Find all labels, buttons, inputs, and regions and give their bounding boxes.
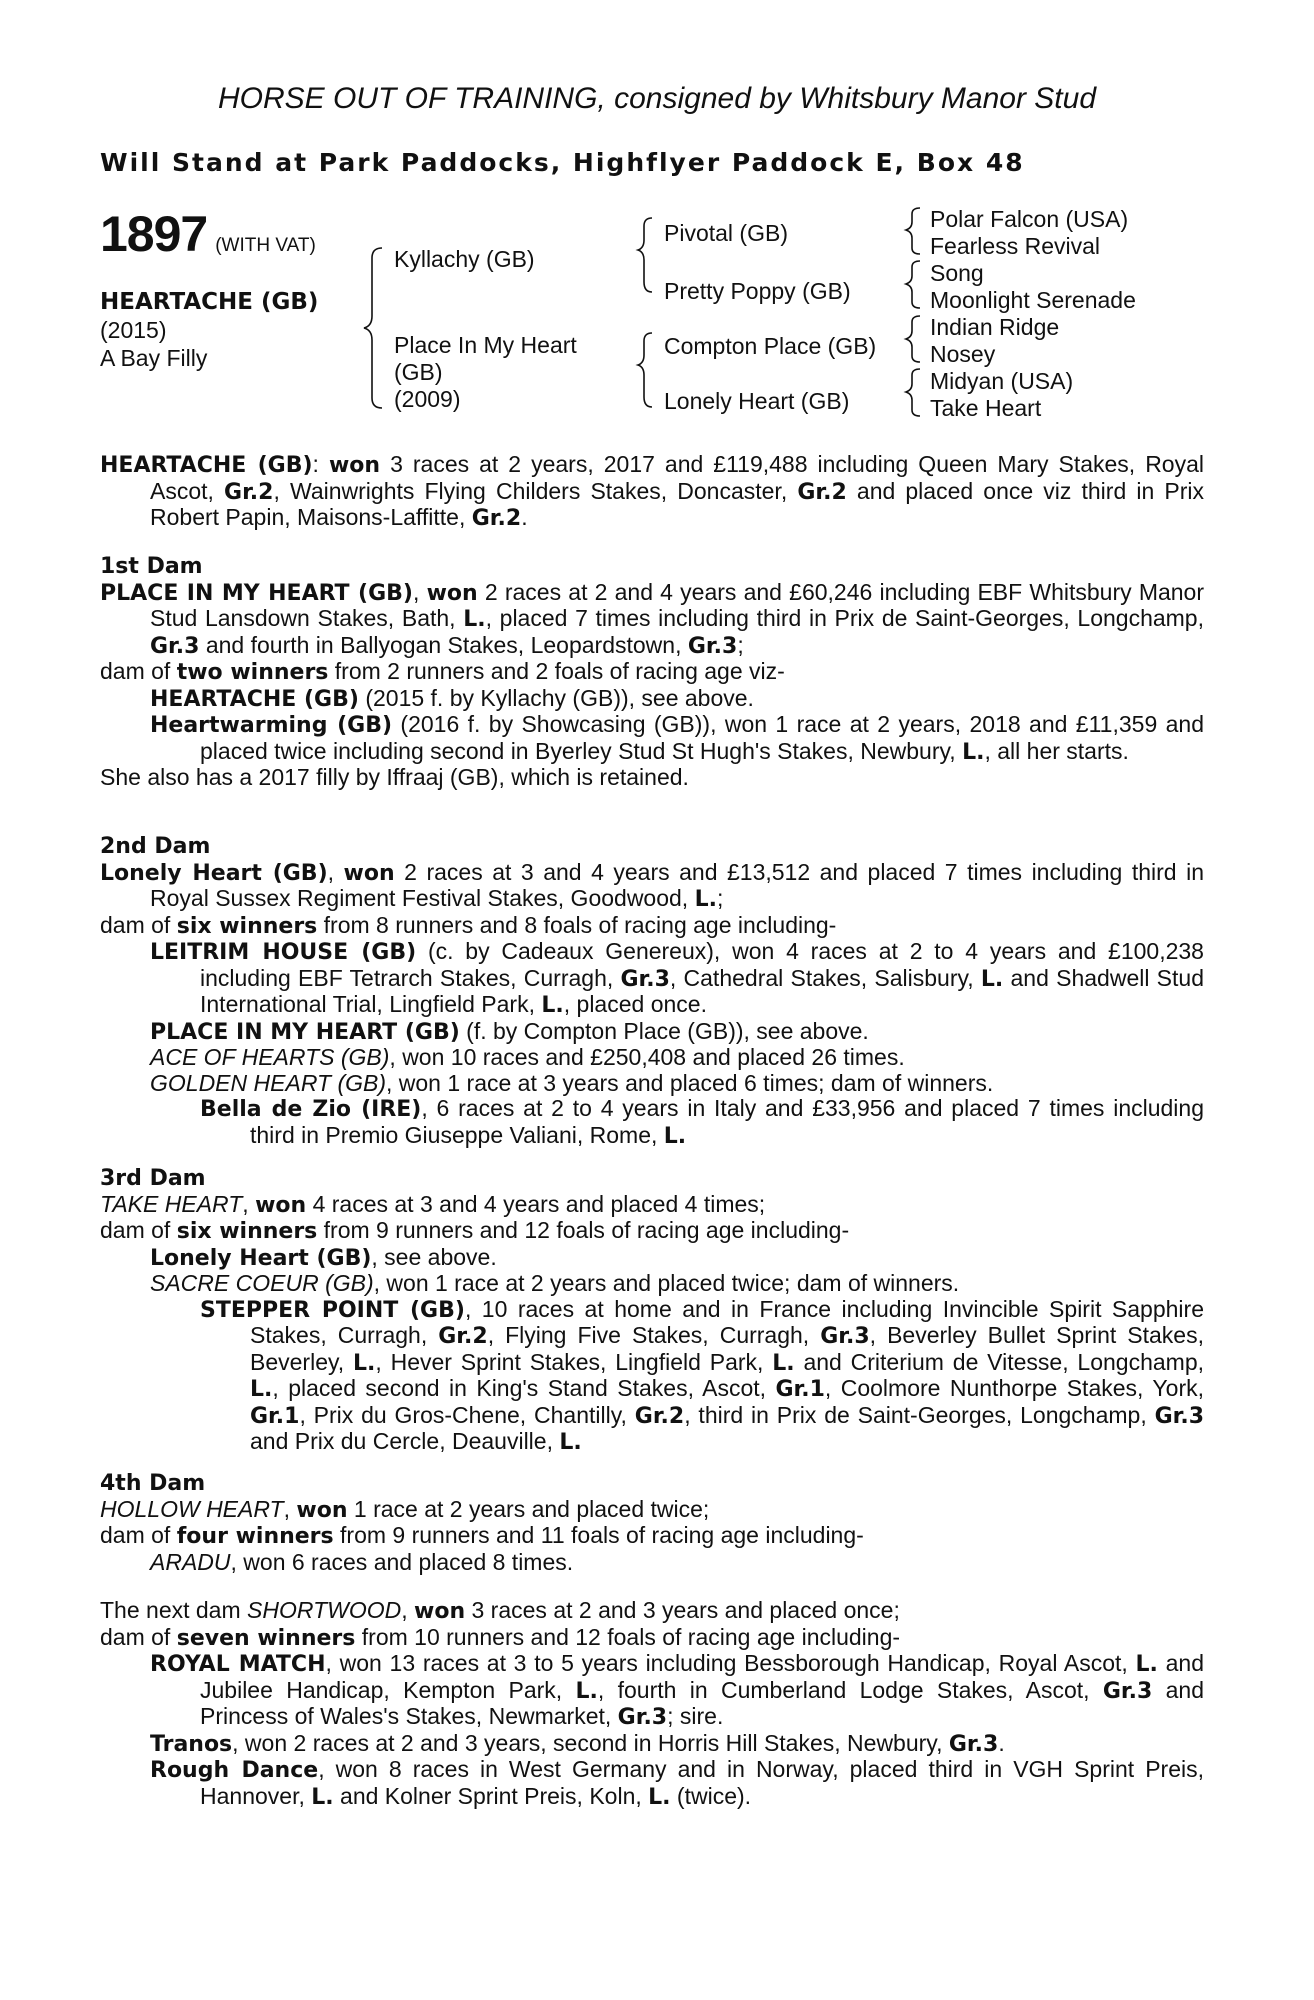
pedigree-g6: Nosey (930, 341, 996, 367)
pedigree-dam-year: (2009) (394, 386, 461, 412)
section-heading: 1st Dam (100, 554, 203, 579)
vat-note: (WITH VAT) (215, 235, 316, 256)
pedigree-dam-sire: Compton Place (GB) (664, 333, 877, 359)
summary-paragraph: HEARTACHE (GB): won 3 races at 2 years, 2017 and £119,488 including Queen Mary Stakes, Royal Ascot, Gr.2, Wainwrights Flying Childers Stakes, Doncaster, Gr.2 and placed once viz third in Prix Robert Papin, Maisons-Laffitte, Gr.2. (100, 451, 1205, 531)
section-heading: 3rd Dam (100, 1166, 206, 1191)
produce-summary: dam of six winners from 8 runners and 8 foals of racing age including- (100, 911, 837, 939)
dam-record: The next dam SHORTWOOD, won 3 races at 2 and 3 years and placed once; (100, 1597, 900, 1624)
pedigree-sire-dam: Pretty Poppy (GB) (664, 278, 851, 304)
section-heading: 2nd Dam (100, 834, 211, 859)
horse-name: HEARTACHE (GB) (100, 289, 319, 315)
first-dam-section (100, 554, 1204, 791)
foaling-year: (2015) (100, 317, 167, 343)
third-dam-section (100, 1166, 1204, 1456)
next-dam-section (100, 1598, 1204, 1810)
produce-summary: dam of six winners from 9 runners and 12 foals of racing age including- (100, 1217, 850, 1244)
pedigree-dam-country: (GB) (394, 359, 443, 385)
pedigree-g4: Moonlight Serenade (930, 287, 1136, 313)
lot-number-value: 1897 (100, 206, 208, 262)
produce-entry: Heartwarming (GB) (2016 f. by Showcasing (GB)), won 1 race at 2 years, 2018 and £11,359 and placed twice including second in Byerley Stud St Hugh's Stakes, Newbury, L., all her starts. (150, 711, 1204, 765)
pedigree-g7: Midyan (USA) (930, 368, 1074, 394)
pedigree-g2: Fearless Revival (930, 233, 1100, 259)
pedigree-g3: Song (930, 260, 984, 286)
section-heading: 4th Dam (100, 1471, 206, 1496)
produce-entry: PLACE IN MY HEART (GB) (f. by Compton Place (GB)), see above. (150, 1017, 869, 1045)
produce-entry: SACRE COEUR (GB), won 1 race at 2 years and placed twice; dam of winners. (150, 1270, 960, 1296)
produce-summary: dam of seven winners from 10 runners and 12 foals of racing age including- (100, 1623, 901, 1651)
racing-summary (100, 452, 1204, 532)
produce-entry: STEPPER POINT (GB), 10 races at home and in France including Invincible Spirit Sapphire Stakes, Curragh, Gr.2, Flying Five Stakes, Curragh, Gr.3, Beverley Bullet Sprint Stakes, Beverley, L., Hever Sprint Stakes, Lingfield Park, L. and Criterium de Vitesse, Longchamp, L., placed second in King's Stand Stakes, Ascot, Gr.1, Coolmore Nunthorpe Stakes, York, Gr.1, Prix du Gros-Chene, Chantilly, Gr.2, third in Prix de Saint-Georges, Longchamp, Gr.3 and Prix du Cercle, Deauville, L. (200, 1295, 1204, 1455)
pedigree-g8: Take Heart (930, 395, 1042, 421)
retained-note: She also has a 2017 filly by Iffraaj (GB), which is retained. (100, 764, 689, 790)
produce-entry: Bella de Zio (IRE), 6 races at 2 to 4 years in Italy and £33,956 and placed 7 times including third in Premio Giuseppe Valiani, Rome, L. (200, 1095, 1204, 1149)
produce-summary: dam of two winners from 2 runners and 2 foals of racing age viz- (100, 658, 785, 685)
page-title: HORSE OUT OF TRAINING, consigned by Whitsbury Manor Stud (217, 82, 1097, 115)
dam-record: TAKE HEART, won 4 races at 3 and 4 years and placed 4 times; (100, 1190, 766, 1218)
horse-description: A Bay Filly (100, 345, 208, 371)
produce-entry: HEARTACHE (GB) (2015 f. by Kyllachy (GB)), see above. (150, 684, 754, 712)
produce-summary: dam of four winners from 9 runners and 11 foals of racing age including- (100, 1522, 864, 1549)
produce-entry: ROYAL MATCH, won 13 races at 3 to 5 years including Bessborough Handicap, Royal Ascot, L. and Jubilee Handicap, Kempton Park, L., fourth in Cumberland Lodge Stakes, Ascot, Gr.3 and Princess of Wales's Stakes, Newmarket, Gr.3; sire. (150, 1650, 1204, 1730)
dam-record: PLACE IN MY HEART (GB), won 2 races at 2 and 4 years and £60,246 including EBF Whitsbury Manor Stud Lansdown Stakes, Bath, L., placed 7 times including third in Prix de Saint-Georges, Longchamp, Gr.3 and fourth in Ballyogan Stakes, Leopardstown, Gr.3; (100, 578, 1205, 659)
produce-entry: GOLDEN HEART (GB), won 1 race at 3 years and placed 6 times; dam of winners. (150, 1069, 994, 1096)
stabling-location: Will Stand at Park Paddocks, Highflyer Paddock E, Box 48 (100, 148, 1025, 177)
pedigree-dam-dam: Lonely Heart (GB) (664, 388, 850, 414)
dam-record: HOLLOW HEART, won 1 race at 2 years and placed twice; (100, 1495, 710, 1523)
produce-entry: Rough Dance, won 8 races in West Germany and in Norway, placed third in VGH Sprint Preis, Hannover, L. and Kolner Sprint Preis, Koln, L. (twice). (150, 1756, 1204, 1810)
pedigree-g5: Indian Ridge (930, 314, 1060, 340)
pedigree-dam (394, 332, 577, 413)
second-dam-section (100, 834, 1204, 1149)
fourth-dam-section (100, 1471, 1204, 1575)
pedigree-dam-name: Place In My Heart (394, 332, 577, 358)
pedigree-sire: Kyllachy (GB) (394, 246, 535, 272)
dam-record: Lonely Heart (GB), won 2 races at 3 and 4 years and £13,512 and placed 7 times including third in Royal Sussex Regiment Festival Stakes, Goodwood, L.; (100, 858, 1205, 912)
produce-entry: Tranos, won 2 races at 2 and 3 years, second in Horris Hill Stakes, Newbury, Gr.3. (150, 1729, 1005, 1757)
pedigree-g1: Polar Falcon (USA) (930, 206, 1129, 232)
pedigree-sire-sire: Pivotal (GB) (664, 220, 788, 246)
produce-entry: ACE OF HEARTS (GB), won 10 races and £250,408 and placed 26 times. (150, 1044, 905, 1070)
produce-entry: LEITRIM HOUSE (GB) (c. by Cadeaux Genereux), won 4 races at 2 to 4 years and £100,238 including EBF Tetrarch Stakes, Curragh, Gr.3, Cathedral Stakes, Salisbury, L. and Shadwell Stud International Trial, Lingfield Park, L., placed once. (150, 938, 1204, 1018)
produce-entry: Lonely Heart (GB), see above. (150, 1243, 497, 1271)
produce-entry: ARADU, won 6 races and placed 8 times. (150, 1548, 574, 1575)
